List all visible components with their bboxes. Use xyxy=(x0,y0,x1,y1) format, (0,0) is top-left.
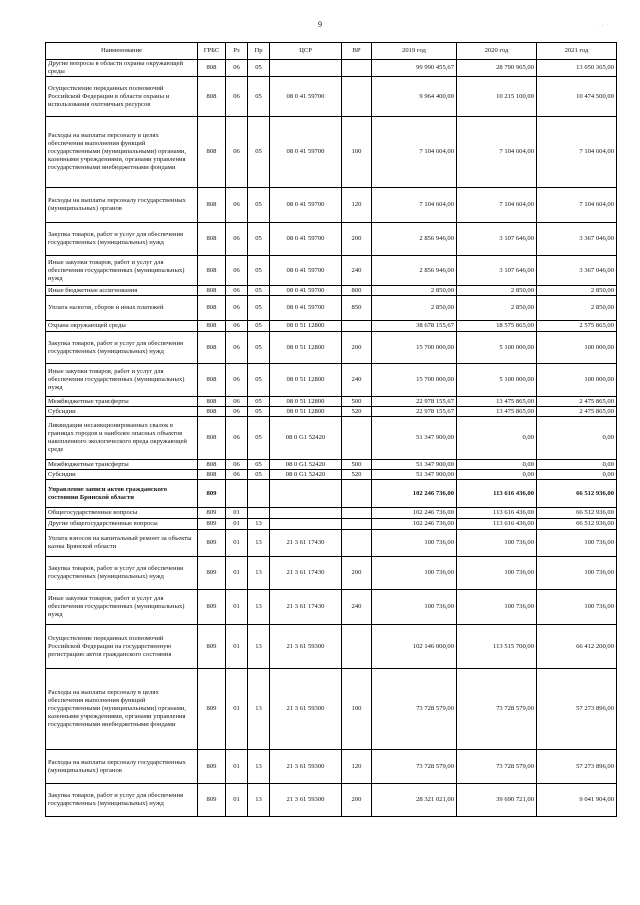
table-row xyxy=(46,296,617,321)
row-csr-cell: 08 0 51 12800 xyxy=(270,407,342,417)
row-csr-cell xyxy=(270,519,342,530)
header-csr: ЦСР xyxy=(270,43,342,60)
row-2021-cell: 10 474 500,00 xyxy=(537,77,617,117)
row-grbs-cell: 808 xyxy=(198,407,226,417)
row-pr-cell: 05 xyxy=(248,188,270,223)
row-2021-cell: 100 000,00 xyxy=(537,364,617,397)
row-rz-cell: 06 xyxy=(226,417,248,460)
row-rz-cell: 01 xyxy=(226,625,248,669)
row-pr-cell: 13 xyxy=(248,784,270,817)
row-name-cell: Расходы на выплаты персоналу государственных (муниципальных) органов xyxy=(46,188,198,223)
row-2020-cell: 100 736,00 xyxy=(457,557,537,590)
row-csr-cell: 08 0 51 12800 xyxy=(270,397,342,407)
header-rz: Рз xyxy=(226,43,248,60)
row-2020-cell: 5 100 000,00 xyxy=(457,364,537,397)
row-rz-cell xyxy=(226,480,248,508)
row-2019-cell: 2 856 946,00 xyxy=(372,223,457,256)
row-csr-cell: 21 3 61 59300 xyxy=(270,750,342,784)
row-2021-cell: 0,00 xyxy=(537,470,617,480)
row-name-cell: Осуществление переданных полномочий Российской Федерации в области охраны и использования охотничьих ресурсов xyxy=(46,77,198,117)
table-row xyxy=(46,286,617,296)
row-rz-cell: 06 xyxy=(226,460,248,470)
table-row xyxy=(46,480,617,508)
row-rz-cell: 06 xyxy=(226,188,248,223)
row-rz-cell: 01 xyxy=(226,530,248,557)
row-grbs-cell: 808 xyxy=(198,397,226,407)
row-rz-cell: 06 xyxy=(226,286,248,296)
row-2020-cell: 28 790 965,00 xyxy=(457,60,537,77)
row-grbs-cell: 808 xyxy=(198,321,226,332)
table-row xyxy=(46,590,617,625)
row-csr-cell: 08 0 51 12800 xyxy=(270,332,342,364)
row-2019-cell: 22 978 155,67 xyxy=(372,407,457,417)
table-row xyxy=(46,188,617,223)
row-2019-cell: 51 347 900,00 xyxy=(372,417,457,460)
row-grbs-cell: 808 xyxy=(198,296,226,321)
row-2021-cell: 100 000,00 xyxy=(537,332,617,364)
row-pr-cell: 13 xyxy=(248,530,270,557)
row-grbs-cell: 809 xyxy=(198,480,226,508)
row-2019-cell: 100 736,00 xyxy=(372,590,457,625)
row-2019-cell: 7 104 604,00 xyxy=(372,188,457,223)
row-name-cell: Иные закупки товаров, работ и услуг для обеспечения государственных (муниципальных) нужд xyxy=(46,590,198,625)
row-vr-cell: 240 xyxy=(342,590,372,625)
row-rz-cell: 01 xyxy=(226,784,248,817)
row-2021-cell: 7 104 604,00 xyxy=(537,188,617,223)
row-name-cell: Управление записи актов гражданского состояния Брянской области xyxy=(46,480,198,508)
row-csr-cell: 21 3 61 17430 xyxy=(270,557,342,590)
row-pr-cell: 13 xyxy=(248,625,270,669)
row-vr-cell xyxy=(342,625,372,669)
row-rz-cell: 06 xyxy=(226,470,248,480)
row-vr-cell: 200 xyxy=(342,223,372,256)
row-pr-cell: 05 xyxy=(248,321,270,332)
row-2020-cell: 0,00 xyxy=(457,470,537,480)
row-2020-cell: 13 475 865,00 xyxy=(457,407,537,417)
row-name-cell: Межбюджетные трансферты xyxy=(46,460,198,470)
row-pr-cell: 13 xyxy=(248,669,270,750)
row-csr-cell xyxy=(270,480,342,508)
row-rz-cell: 01 xyxy=(226,519,248,530)
row-pr-cell: 13 xyxy=(248,750,270,784)
table-row xyxy=(46,669,617,750)
row-2019-cell: 102 246 736,00 xyxy=(372,519,457,530)
row-2019-cell: 99 990 455,67 xyxy=(372,60,457,77)
row-rz-cell: 01 xyxy=(226,750,248,784)
row-grbs-cell: 808 xyxy=(198,117,226,188)
table-row xyxy=(46,364,617,397)
row-2021-cell: 2 475 865,00 xyxy=(537,397,617,407)
row-csr-cell: 08 0 41 59700 xyxy=(270,223,342,256)
row-2020-cell: 7 104 604,00 xyxy=(457,117,537,188)
row-2019-cell: 51 347 900,00 xyxy=(372,460,457,470)
budget-table xyxy=(45,42,617,817)
row-2020-cell: 10 215 100,00 xyxy=(457,77,537,117)
row-2021-cell: 66 412 200,00 xyxy=(537,625,617,669)
row-name-cell: Расходы на выплаты персоналу государственных (муниципальных) органов xyxy=(46,750,198,784)
row-csr-cell: 08 0 G1 52420 xyxy=(270,460,342,470)
row-2019-cell: 102 246 736,00 xyxy=(372,508,457,519)
row-csr-cell: 08 0 51 12800 xyxy=(270,364,342,397)
row-rz-cell: 01 xyxy=(226,557,248,590)
table-row xyxy=(46,60,617,77)
row-2020-cell: 2 850,00 xyxy=(457,286,537,296)
row-pr-cell: 05 xyxy=(248,77,270,117)
table-row xyxy=(46,508,617,519)
row-vr-cell: 800 xyxy=(342,286,372,296)
row-csr-cell: 08 0 51 12800 xyxy=(270,321,342,332)
row-csr-cell: 21 3 61 17430 xyxy=(270,530,342,557)
row-csr-cell: 21 3 61 59300 xyxy=(270,784,342,817)
row-rz-cell: 06 xyxy=(226,256,248,286)
table-row xyxy=(46,117,617,188)
row-2020-cell: 2 850,00 xyxy=(457,296,537,321)
row-2020-cell: 18 575 865,00 xyxy=(457,321,537,332)
row-rz-cell: 06 xyxy=(226,296,248,321)
row-grbs-cell: 809 xyxy=(198,750,226,784)
row-csr-cell xyxy=(270,60,342,77)
row-name-cell: Уплата взносов на капитальный ремонт за объекты казны Брянской области xyxy=(46,530,198,557)
row-2020-cell: 7 104 604,00 xyxy=(457,188,537,223)
row-grbs-cell: 808 xyxy=(198,188,226,223)
header-name: Наименование xyxy=(46,43,198,60)
row-vr-cell xyxy=(342,480,372,508)
row-grbs-cell: 808 xyxy=(198,223,226,256)
row-grbs-cell: 808 xyxy=(198,460,226,470)
row-vr-cell: 120 xyxy=(342,750,372,784)
row-pr-cell xyxy=(248,508,270,519)
row-2019-cell: 73 728 579,00 xyxy=(372,669,457,750)
row-csr-cell: 08 0 41 59700 xyxy=(270,188,342,223)
row-2020-cell: 113 616 436,00 xyxy=(457,480,537,508)
row-2020-cell: 73 728 579,00 xyxy=(457,750,537,784)
table-row xyxy=(46,332,617,364)
row-vr-cell xyxy=(342,417,372,460)
row-vr-cell xyxy=(342,321,372,332)
row-vr-cell: 500 xyxy=(342,397,372,407)
row-name-cell: Субсидии xyxy=(46,470,198,480)
row-2021-cell: 3 367 046,00 xyxy=(537,256,617,286)
row-vr-cell: 240 xyxy=(342,364,372,397)
row-rz-cell: 01 xyxy=(226,590,248,625)
row-grbs-cell: 809 xyxy=(198,557,226,590)
row-2020-cell: 113 616 436,00 xyxy=(457,519,537,530)
table-row xyxy=(46,625,617,669)
row-vr-cell: 520 xyxy=(342,407,372,417)
row-2020-cell: 100 736,00 xyxy=(457,590,537,625)
row-rz-cell: 06 xyxy=(226,364,248,397)
row-name-cell: Общегосударственные вопросы xyxy=(46,508,198,519)
row-2021-cell: 3 367 046,00 xyxy=(537,223,617,256)
table-row xyxy=(46,407,617,417)
row-2020-cell: 13 475 865,00 xyxy=(457,397,537,407)
row-pr-cell: 05 xyxy=(248,223,270,256)
row-2021-cell: 100 736,00 xyxy=(537,530,617,557)
row-name-cell: Субсидии xyxy=(46,407,198,417)
row-2020-cell: 0,00 xyxy=(457,417,537,460)
header-2019: 2019 год xyxy=(372,43,457,60)
row-vr-cell xyxy=(342,60,372,77)
row-pr-cell: 05 xyxy=(248,407,270,417)
table-row xyxy=(46,417,617,460)
row-vr-cell xyxy=(342,508,372,519)
row-2019-cell: 2 850,00 xyxy=(372,296,457,321)
row-2019-cell: 28 321 021,00 xyxy=(372,784,457,817)
row-2021-cell: 66 512 936,00 xyxy=(537,508,617,519)
row-rz-cell: 06 xyxy=(226,77,248,117)
row-csr-cell xyxy=(270,508,342,519)
row-pr-cell: 13 xyxy=(248,557,270,590)
row-2019-cell: 2 856 946,00 xyxy=(372,256,457,286)
page-number: 9 xyxy=(318,20,322,29)
row-2019-cell: 73 728 579,00 xyxy=(372,750,457,784)
row-csr-cell: 08 0 41 59700 xyxy=(270,286,342,296)
table-row xyxy=(46,223,617,256)
row-csr-cell: 08 0 G1 52420 xyxy=(270,417,342,460)
row-grbs-cell: 808 xyxy=(198,77,226,117)
row-2021-cell: 100 736,00 xyxy=(537,590,617,625)
header-row xyxy=(46,43,617,60)
row-2019-cell: 15 700 000,00 xyxy=(372,332,457,364)
row-name-cell: Межбюджетные трансферты xyxy=(46,397,198,407)
row-vr-cell: 200 xyxy=(342,557,372,590)
row-2020-cell: 0,00 xyxy=(457,460,537,470)
header-grbs: ГРБС xyxy=(198,43,226,60)
corner-mark: · . · xyxy=(596,22,610,28)
row-2019-cell: 7 104 604,00 xyxy=(372,117,457,188)
table-row xyxy=(46,460,617,470)
row-vr-cell: 200 xyxy=(342,784,372,817)
row-pr-cell: 05 xyxy=(248,460,270,470)
row-2020-cell: 5 100 000,00 xyxy=(457,332,537,364)
row-name-cell: Иные бюджетные ассигнования xyxy=(46,286,198,296)
header-2021: 2021 год xyxy=(537,43,617,60)
row-grbs-cell: 809 xyxy=(198,625,226,669)
row-2021-cell: 9 041 904,00 xyxy=(537,784,617,817)
row-rz-cell: 06 xyxy=(226,321,248,332)
row-pr-cell: 05 xyxy=(248,117,270,188)
row-grbs-cell: 809 xyxy=(198,530,226,557)
row-2021-cell: 7 104 604,00 xyxy=(537,117,617,188)
row-name-cell: Закупка товаров, работ и услуг для обеспечения государственных (муниципальных) нужд xyxy=(46,223,198,256)
row-pr-cell: 13 xyxy=(248,590,270,625)
row-rz-cell: 06 xyxy=(226,117,248,188)
row-2021-cell: 66 512 936,00 xyxy=(537,519,617,530)
row-pr-cell xyxy=(248,480,270,508)
row-name-cell: Иные закупки товаров, работ и услуг для обеспечения государственных (муниципальных) нужд xyxy=(46,256,198,286)
row-grbs-cell: 808 xyxy=(198,332,226,364)
header-vr: ВР xyxy=(342,43,372,60)
table-row xyxy=(46,256,617,286)
row-2021-cell: 66 512 936,00 xyxy=(537,480,617,508)
row-2019-cell: 51 347 900,00 xyxy=(372,470,457,480)
row-rz-cell: 06 xyxy=(226,60,248,77)
row-name-cell: Расходы на выплаты персоналу в целях обеспечения выполнения функций государственными (муниципальными) органами, казенными учреждениями, органами управления государственными внебюджетными фондами xyxy=(46,117,198,188)
row-csr-cell: 21 3 61 59300 xyxy=(270,625,342,669)
row-csr-cell: 08 0 41 59700 xyxy=(270,117,342,188)
row-2021-cell: 2 850,00 xyxy=(537,286,617,296)
row-vr-cell: 200 xyxy=(342,332,372,364)
row-2019-cell: 2 850,00 xyxy=(372,286,457,296)
row-grbs-cell: 809 xyxy=(198,519,226,530)
row-rz-cell: 06 xyxy=(226,223,248,256)
row-2020-cell: 100 736,00 xyxy=(457,530,537,557)
row-pr-cell: 05 xyxy=(248,364,270,397)
row-name-cell: Охрана окружающей среды xyxy=(46,321,198,332)
row-2021-cell: 2 475 865,00 xyxy=(537,407,617,417)
row-grbs-cell: 808 xyxy=(198,470,226,480)
row-vr-cell: 100 xyxy=(342,117,372,188)
table-row xyxy=(46,557,617,590)
table-row xyxy=(46,397,617,407)
row-2019-cell: 102 146 000,00 xyxy=(372,625,457,669)
row-grbs-cell: 808 xyxy=(198,60,226,77)
row-name-cell: Ликвидация несанкционированных свалок в границах городов и наиболее опасных объектов накопленного экологического вреда окружающей среде xyxy=(46,417,198,460)
row-name-cell: Иные закупки товаров, работ и услуг для обеспечения государственных (муниципальных) нужд xyxy=(46,364,198,397)
row-2020-cell: 113 616 436,00 xyxy=(457,508,537,519)
table-row xyxy=(46,519,617,530)
row-grbs-cell: 808 xyxy=(198,364,226,397)
row-pr-cell: 05 xyxy=(248,256,270,286)
row-vr-cell xyxy=(342,519,372,530)
row-2019-cell: 100 736,00 xyxy=(372,530,457,557)
row-grbs-cell: 808 xyxy=(198,417,226,460)
row-csr-cell: 08 0 41 59700 xyxy=(270,296,342,321)
row-grbs-cell: 809 xyxy=(198,669,226,750)
row-vr-cell xyxy=(342,77,372,117)
row-2021-cell: 100 736,00 xyxy=(537,557,617,590)
table-row xyxy=(46,321,617,332)
table-row xyxy=(46,750,617,784)
row-2021-cell: 2 850,00 xyxy=(537,296,617,321)
row-csr-cell: 08 0 41 59700 xyxy=(270,256,342,286)
table-row xyxy=(46,77,617,117)
row-csr-cell: 08 0 41 59700 xyxy=(270,77,342,117)
table-body xyxy=(46,60,617,817)
row-vr-cell: 850 xyxy=(342,296,372,321)
row-name-cell: Закупка товаров, работ и услуг для обеспечения государственных (муниципальных) нужд xyxy=(46,784,198,817)
row-grbs-cell: 808 xyxy=(198,286,226,296)
header-2020: 2020 год xyxy=(457,43,537,60)
row-pr-cell: 05 xyxy=(248,286,270,296)
row-2019-cell: 22 978 155,67 xyxy=(372,397,457,407)
row-pr-cell: 13 xyxy=(248,519,270,530)
row-rz-cell: 06 xyxy=(226,332,248,364)
row-grbs-cell: 809 xyxy=(198,590,226,625)
row-vr-cell: 520 xyxy=(342,470,372,480)
row-2019-cell: 100 736,00 xyxy=(372,557,457,590)
row-name-cell: Другие вопросы в области охраны окружающей среды xyxy=(46,60,198,77)
row-vr-cell: 100 xyxy=(342,669,372,750)
row-grbs-cell: 809 xyxy=(198,784,226,817)
row-name-cell: Закупка товаров, работ и услуг для обеспечения государственных (муниципальных) нужд xyxy=(46,332,198,364)
row-vr-cell xyxy=(342,530,372,557)
row-2019-cell: 38 678 155,67 xyxy=(372,321,457,332)
row-2021-cell: 2 575 865,00 xyxy=(537,321,617,332)
row-2021-cell: 0,00 xyxy=(537,460,617,470)
row-2021-cell: 0,00 xyxy=(537,417,617,460)
row-name-cell: Закупка товаров, работ и услуг для обеспечения государственных (муниципальных) нужд xyxy=(46,557,198,590)
row-csr-cell: 21 3 61 59300 xyxy=(270,669,342,750)
table-row xyxy=(46,784,617,817)
row-2019-cell: 102 246 736,00 xyxy=(372,480,457,508)
row-2021-cell: 57 273 896,00 xyxy=(537,669,617,750)
row-grbs-cell: 808 xyxy=(198,256,226,286)
row-2020-cell: 73 728 579,00 xyxy=(457,669,537,750)
row-name-cell: Осуществление переданных полномочий Российской Федерации на государственную регистрацию актов гражданского состояния xyxy=(46,625,198,669)
header-pr: Пр xyxy=(248,43,270,60)
table-row xyxy=(46,530,617,557)
row-rz-cell: 01 xyxy=(226,508,248,519)
row-pr-cell: 05 xyxy=(248,470,270,480)
row-vr-cell: 120 xyxy=(342,188,372,223)
row-pr-cell: 05 xyxy=(248,296,270,321)
row-rz-cell: 01 xyxy=(226,669,248,750)
row-grbs-cell: 809 xyxy=(198,508,226,519)
row-2019-cell: 15 700 000,00 xyxy=(372,364,457,397)
row-2021-cell: 13 050 365,00 xyxy=(537,60,617,77)
row-pr-cell: 05 xyxy=(248,417,270,460)
row-2020-cell: 113 515 700,00 xyxy=(457,625,537,669)
row-pr-cell: 05 xyxy=(248,60,270,77)
row-2020-cell: 3 107 646,00 xyxy=(457,223,537,256)
row-2020-cell: 39 690 721,00 xyxy=(457,784,537,817)
row-2021-cell: 57 273 896,00 xyxy=(537,750,617,784)
row-2019-cell: 9 964 400,00 xyxy=(372,77,457,117)
row-2020-cell: 3 107 646,00 xyxy=(457,256,537,286)
row-rz-cell: 06 xyxy=(226,397,248,407)
row-csr-cell: 21 3 61 17430 xyxy=(270,590,342,625)
row-pr-cell: 05 xyxy=(248,332,270,364)
row-vr-cell: 500 xyxy=(342,460,372,470)
row-name-cell: Расходы на выплаты персоналу в целях обеспечения выполнения функций государственными (муниципальными) органами, казенными учреждениями, органами управления государственными внебюджетными фондами xyxy=(46,669,198,750)
row-vr-cell: 240 xyxy=(342,256,372,286)
table-row xyxy=(46,470,617,480)
row-name-cell: Другие общегосударственные вопросы xyxy=(46,519,198,530)
row-csr-cell: 08 0 G1 52420 xyxy=(270,470,342,480)
row-rz-cell: 06 xyxy=(226,407,248,417)
row-pr-cell: 05 xyxy=(248,397,270,407)
row-name-cell: Уплата налогов, сборов и иных платежей xyxy=(46,296,198,321)
